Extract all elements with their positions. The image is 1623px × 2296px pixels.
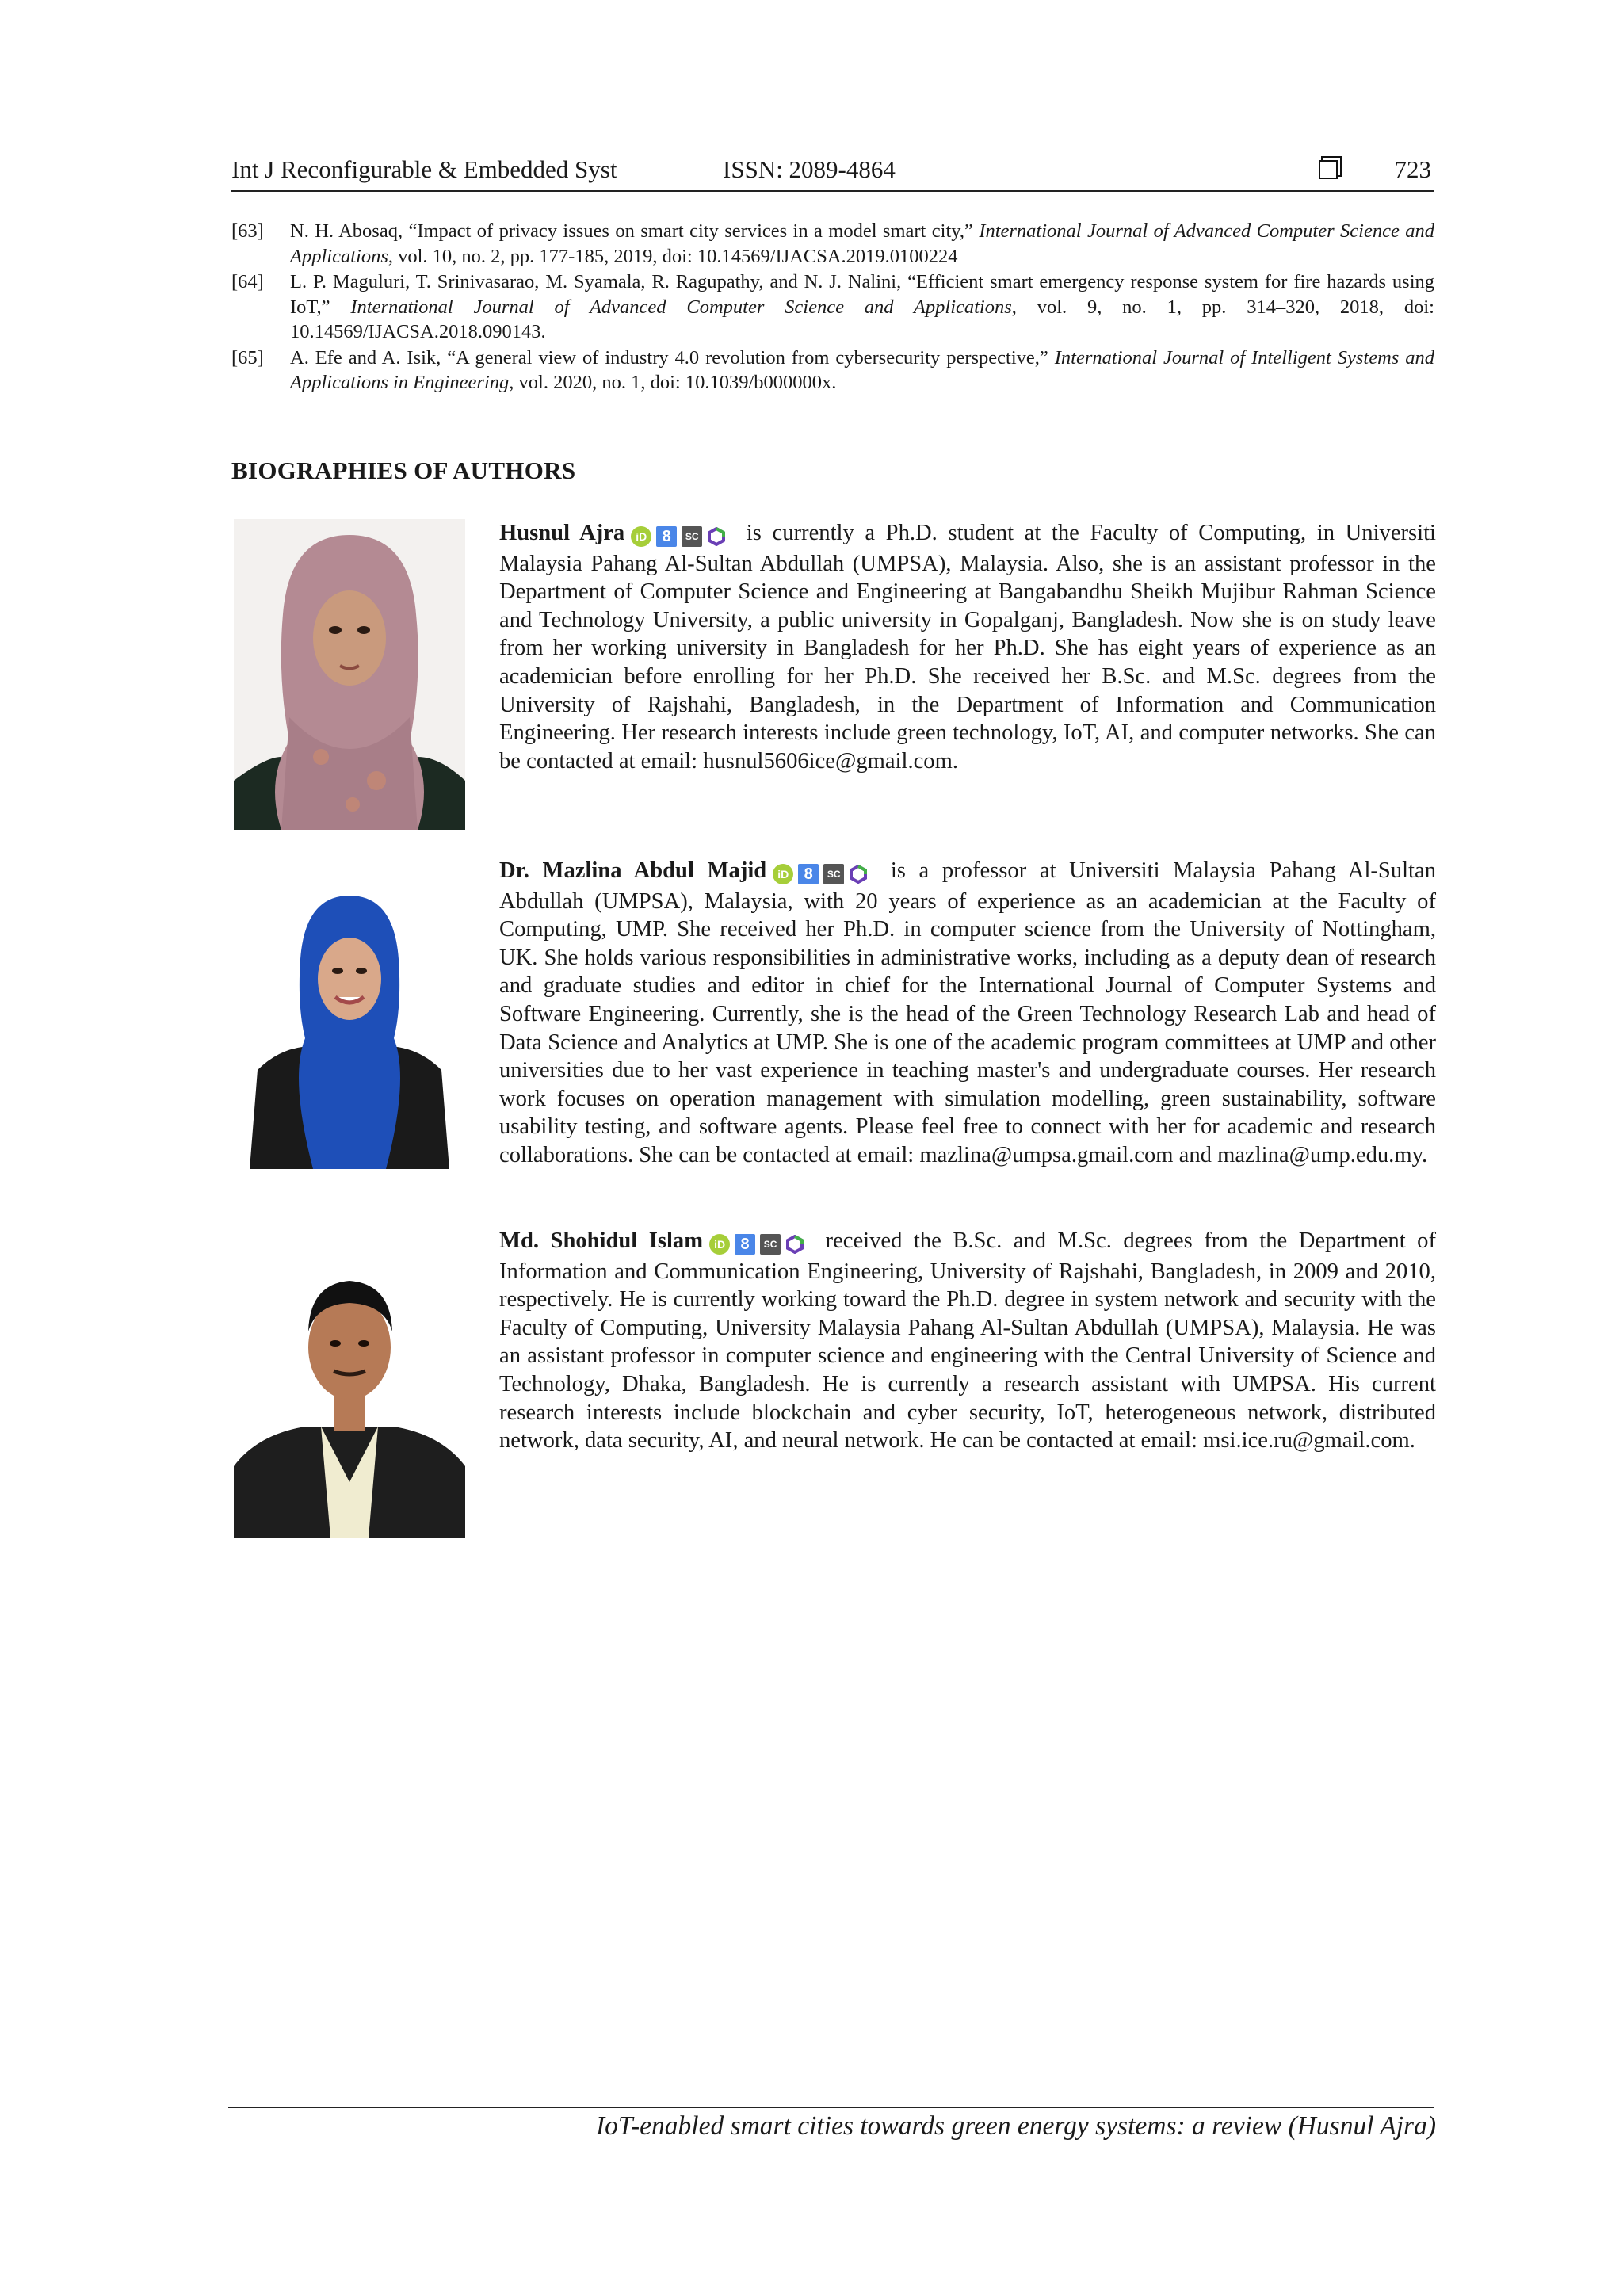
bio-text: received the B.Sc. and M.Sc. degrees from the Department of Information and Communication Engineering, University of Rajshahi, Bangladesh, in 2009 and 2010, respectively. He is currently working toward the Ph.D. degree in system network and security with the Faculty of Computing, University Malaysia Pahang Al-Sultan Abdullah (UMPSA), Malaysia. He was an assistant professor in computer science and engineering with the Central University of Science and Technology, Dhaka, Bangladesh. He is currently a research assistant with UMPSA. His current research interests include blockchain and cyber security, IoT, heterogeneous network, distributed network, data security, AI, and neural network. He can be contacted at email: msi.ice.ru@gmail.com. xyxy=(499,1228,1436,1454)
portrait-illustration xyxy=(234,1228,465,1538)
reference-item xyxy=(231,269,1434,345)
google-scholar-icon[interactable]: 8 xyxy=(798,864,819,884)
scopus-icon[interactable]: SC xyxy=(823,864,844,884)
author-bio-husnul-ajra xyxy=(499,519,1436,775)
orcid-icon[interactable]: iD xyxy=(773,864,793,884)
publons-icon[interactable] xyxy=(707,527,726,546)
portrait-illustration xyxy=(234,519,465,830)
google-scholar-icon[interactable]: 8 xyxy=(656,526,677,547)
section-title: BIOGRAPHIES OF AUTHORS xyxy=(231,457,576,484)
author-photo-husnul-ajra xyxy=(234,519,465,830)
page-number: 723 xyxy=(1394,155,1431,183)
author-photo-md-shohidul-islam xyxy=(234,1228,465,1538)
reference-number: [63] xyxy=(231,220,264,242)
profile-icons xyxy=(631,521,731,550)
author-name: Dr. Mazlina Abdul Majid xyxy=(499,858,767,883)
reference-number: [64] xyxy=(231,271,264,292)
bio-text: is a professor at Universiti Malaysia Pahang Al-Sultan Abdullah (UMPSA), Malaysia, with 20 years of experience as an academician at the Faculty of Computing, UMP. She received her Ph.D. in computer science from the University of Nottingham, UK. She holds various responsibilities in administrative works, including as a deputy dean of research and graduate studies and editor in chief for the International Journal of Computer Systems and Software Engineering. Currently, she is the head of the Green Technology Research Lab and head of Data Science and Analytics at UMP. She is one of the academic program committees at UMP and other universities due to her vast experience in teaching master's and undergraduate courses. Her research work focuses on operation management with simulation modelling, green sustainability, software usability testing, and software agents. Please feel free to connect with her for academic and research collaborations. She can be contacted at email: mazlina@umpsa.gmail.com and mazlina@ump.edu.my. xyxy=(499,858,1436,1167)
scopus-icon[interactable]: SC xyxy=(682,526,702,547)
author-name: Md. Shohidul Islam xyxy=(499,1228,704,1253)
reference-text: L. P. Maguluri, T. Srinivasarao, M. Syamala, R. Ragupathy, and N. J. Nalini, “Efficient smart emergency response system for fire hazards using IoT,” International Journal of Advanced Computer Science and Applications, vol. 9, no. 1, pp. 314–320, 2018, doi: 10.14569/IJACSA.2018.090143. xyxy=(290,271,1434,342)
author-bio-mazlina-abdul-majid xyxy=(499,857,1436,1170)
running-footer: IoT-enabled smart cities towards green energy systems: a review (Husnul Ajra) xyxy=(595,2111,1436,2141)
square-icon xyxy=(1319,160,1338,179)
author-name: Husnul Ajra xyxy=(499,521,625,545)
reference-number: [65] xyxy=(231,346,264,369)
reference-text: N. H. Abosaq, “Impact of privacy issues on smart city services in a model smart city,” International Journal of Advanced Computer Science and Applications, vol. 10, no. 2, pp. 177-185, 2019, doi: 10.14569/IJACSA.2019.0100224 xyxy=(290,220,1434,267)
reference-list xyxy=(231,219,1434,396)
footer-rule xyxy=(228,2107,1434,2108)
reference-venue: International Journal of Intelligent Systems and Applications in Engineering xyxy=(290,346,1435,393)
reference-text: A. Efe and A. Isik, “A general view of industry 4.0 revolution from cybersecurity perspective,” International Journal of Intelligent Systems and Applications in Engineering, vol. 2020, no. 1, doi: 10.1039/b000000x. xyxy=(290,346,1435,393)
author-bio-md-shohidul-islam xyxy=(499,1227,1436,1455)
orcid-icon[interactable]: iD xyxy=(709,1234,730,1255)
author-photo-mazlina-abdul-majid xyxy=(234,864,465,1169)
reference-item xyxy=(231,219,1434,269)
reference-venue: International Journal of Advanced Computer Science and Applications xyxy=(290,220,1434,267)
running-header xyxy=(231,154,1434,192)
scopus-icon[interactable]: SC xyxy=(760,1234,781,1255)
bio-text: is currently a Ph.D. student at the Faculty of Computing, in Universiti Malaysia Pahang Al-Sultan Abdullah (UMPSA), Malaysia. Also, she is an assistant professor in the Department of Computer Science and Engineering at Bangabandhu Sheikh Mujibur Rahman Science and Technology University, a public university in Gopalganj, Bangladesh. Now she is on study leave from her working university in Bangladesh for her Ph.D. She has eight years of experience as an academician before enrolling for her Ph.D. She received her B.Sc. and M.Sc. degrees from the University of Rajshahi, Bangladesh, in the Department of Information and Communication Engineering. Her research interests include green technology, IoT, AI, and computer networks. She can be contacted at email: husnul5606ice@gmail.com. xyxy=(499,521,1436,774)
publons-icon[interactable] xyxy=(849,865,868,884)
orcid-icon[interactable]: iD xyxy=(631,526,651,547)
reference-item xyxy=(231,346,1434,395)
publons-icon[interactable] xyxy=(785,1235,804,1254)
portrait-illustration xyxy=(234,864,465,1169)
issn: ISSN: 2089-4864 xyxy=(723,155,896,183)
profile-icons xyxy=(709,1229,809,1258)
journal-name: Int J Reconfigurable & Embedded Syst xyxy=(231,155,617,183)
google-scholar-icon[interactable]: 8 xyxy=(735,1234,755,1255)
reference-venue: International Journal of Advanced Computer Science and Applications xyxy=(350,296,1012,318)
profile-icons xyxy=(773,859,873,888)
